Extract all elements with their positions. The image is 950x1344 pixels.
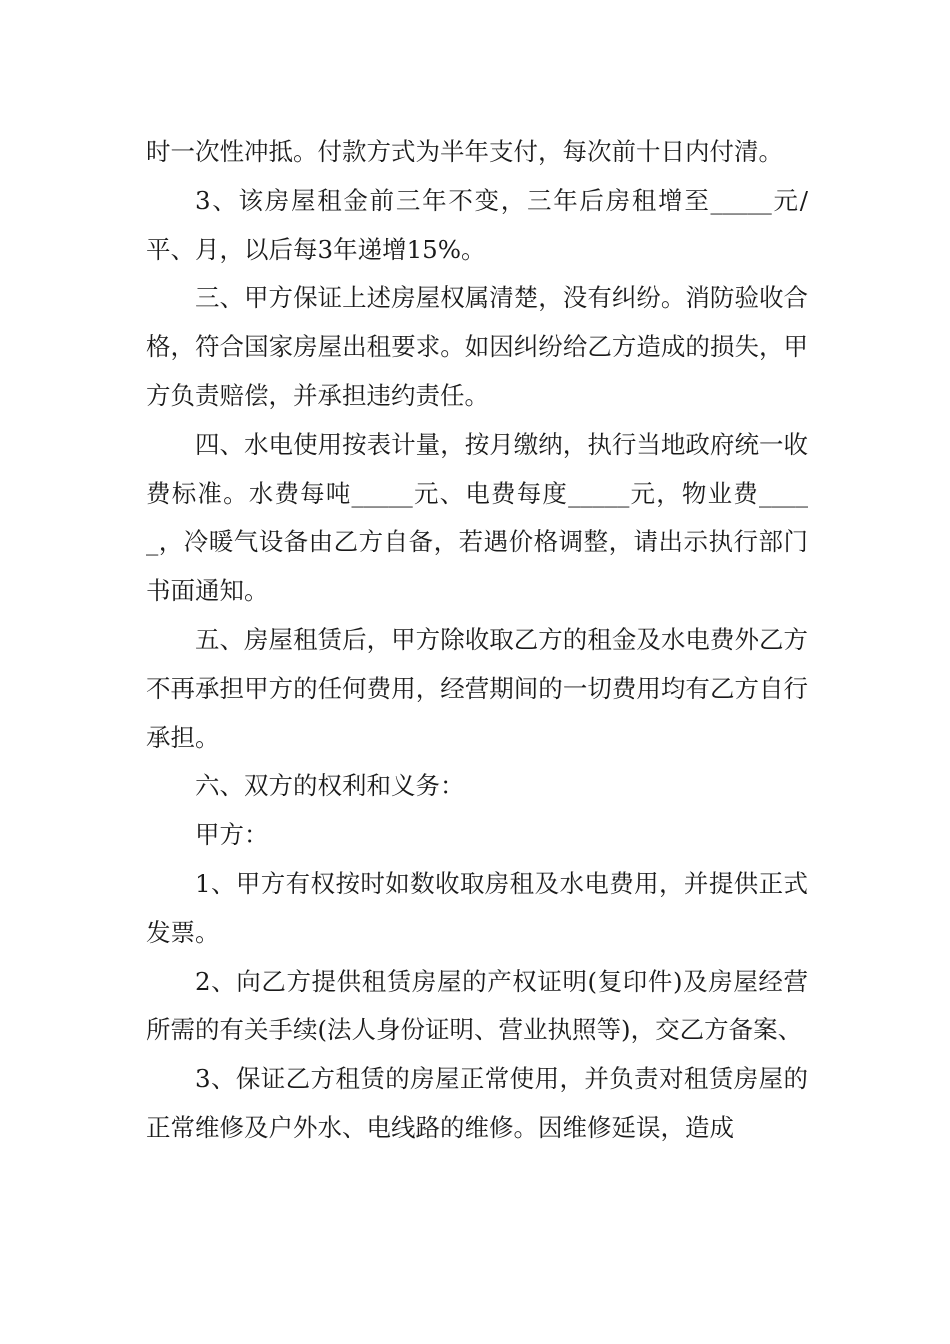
paragraph-party-a-item-1: 1、甲方有权按时如数收取房租及水电费用，并提供正式发票。: [146, 868, 808, 947]
paragraph-party-a-heading: 甲方：: [195, 820, 269, 850]
paragraph-clause-5: 五、房屋租赁后，甲方除收取乙方的租金及水电费外乙方不再承担甲方的任何费用，经营期间的一切费用均有乙方自行承担。: [146, 624, 808, 752]
paragraph-clause-4: 四、水电使用按表计量，按月缴纳，执行当地政府统一收费标准。水费每吨_____元、电费每度_____元，物业费_____，冷暖气设备由乙方自备，若遇价格调整，请出示执行部门书面通知。: [146, 429, 808, 606]
paragraph-continuation: 时一次性冲抵。付款方式为半年支付，每次前十日内付清。: [146, 137, 783, 166]
paragraph-clause-3: 三、甲方保证上述房屋权属清楚，没有纠纷。消防验收合格，符合国家房屋出租要求。如因纠纷给乙方造成的损失，甲方负责赔偿，并承担违约责任。: [146, 283, 808, 410]
paragraph-clause-6-heading: 六、双方的权利和义务：: [195, 771, 465, 801]
paragraph-rent-increase: 3、该房屋租金前三年不变，三年后房租增至_____元/平、月，以后每3年递增15%。: [146, 185, 808, 264]
paragraph-party-a-item-2: 2、向乙方提供租赁房屋的产权证明(复印件)及房屋经营所需的有关手续(法人身份证明、营业执照等)，交乙方备案、: [146, 966, 808, 1045]
document-body: [146, 128, 808, 1153]
paragraph-party-a-item-3: 3、保证乙方租赁的房屋正常使用，并负责对租赁房屋的正常维修及户外水、电线路的维修。因维修延误，造成: [146, 1064, 808, 1142]
